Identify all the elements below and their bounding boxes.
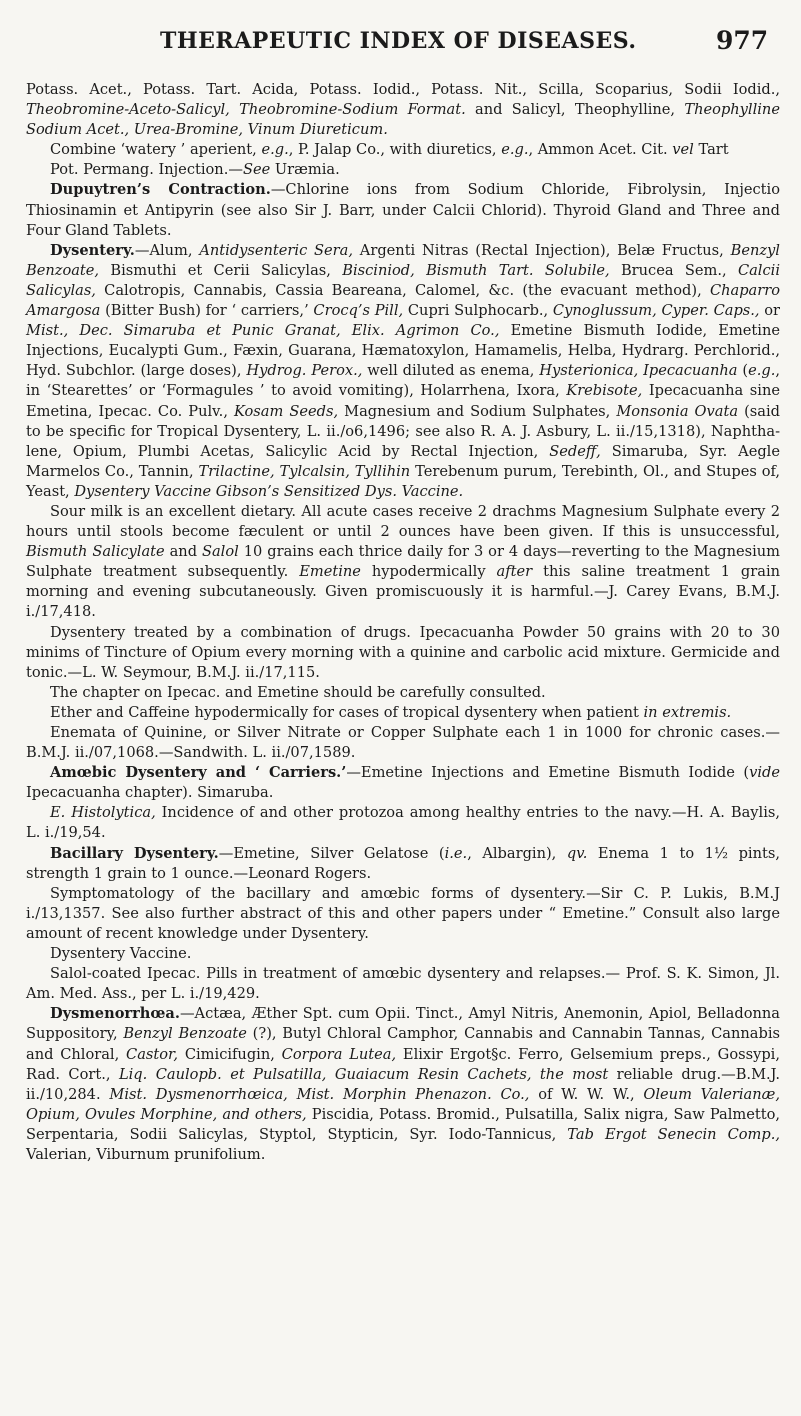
text-run: —Alum, (134, 241, 200, 259)
italic-run: Salol (201, 543, 239, 561)
italic-run: Dysentery Vaccine Gibson’s Sensitized Dys. Vaccine. (74, 482, 464, 500)
italic-run: Monsonia Ovata (616, 402, 739, 420)
paragraph (26, 1004, 780, 1165)
text-run: Dysentery Vaccine. (50, 945, 192, 963)
paragraph (26, 241, 780, 502)
paragraph (26, 80, 780, 140)
text-run: well diluted as enema, (362, 362, 540, 380)
italic-run: See (242, 161, 271, 179)
paragraph (26, 703, 780, 723)
entry-heading: Amœbic Dysentery and ‘ Carriers.’ (50, 764, 347, 782)
italic-run: Calcii Salicylas, (26, 261, 780, 299)
text-run: 10 grains each thrice daily for 3 or 4 days—reverting to the Magnesium Sulphate treatment subsequently. (26, 543, 780, 581)
italic-run: in extremis. (643, 703, 732, 721)
text-run: Tart (693, 141, 729, 159)
text-run: , Ammon Acet. Cit. (528, 141, 673, 159)
text-run: Sour milk is an excellent dietary. All acute cases receive 2 drachms Magnesium Sulphate every 2 hours until stools become fæculent or until 2 ounces have been given. If this is unsuccessful, (26, 502, 780, 541)
text-run: Ether and Caffeine hypodermically for cases of tropical dysentery when patient (50, 703, 644, 721)
italic-run: Trilactine, Tylcalsin, Tyllihin (198, 462, 411, 480)
text-run: Symptomatology of the bacillary and amœbic forms of dysentery.—Sir C. P. Lukis, B.M.J i./13,1357. See also further abstract of this and other papers under “ Emetine.” Consult also large amount of recent knowledge under Dysentery. (26, 884, 780, 942)
running-title: THERAPEUTIC INDEX OF DISEASES. (160, 28, 637, 54)
italic-run: Mist., Dec. Simaruba et Punic Granat, Elix. Agrimon Co., (26, 322, 500, 340)
entry-heading: Bacillary Dysentery. (50, 844, 219, 862)
text-run: , P. Jalap Co., with diuretics, (288, 141, 502, 159)
text-run: of W. W. W., (529, 1085, 644, 1103)
italic-run: i.e. (444, 844, 468, 862)
text-run: Bismuthi et Cerii Salicylas, (99, 261, 343, 279)
text-run: Combine ‘watery ’ aperient, (50, 141, 262, 159)
italic-run: Krebisote, (566, 382, 643, 400)
italic-run: Theobromine-Aceto-Salicyl, Theobromine-Sodium Format. (26, 101, 466, 119)
italic-run: Hydrog. Perox., (246, 362, 363, 380)
paragraph (26, 160, 780, 180)
italic-run: Hysterionica, Ipecacuanha (539, 362, 738, 380)
paragraph (26, 623, 780, 683)
text-run: reliable drug.—B.M.J. ii./10,284. (26, 1065, 781, 1103)
text-run: Salol-coated Ipecac. Pills in treatment of amœbic dysentery and relapses.— Prof. S. K. Simon, Jl. Am. Med. Ass., per L. i./19,429. (26, 965, 780, 1003)
text-run: this saline treatment 1 grain morning and evening subcutaneously. Given promiscuously it is harmful.—J. Carey Evans, B.M.J. i./17,418. (26, 563, 781, 621)
italic-run: Benzyl Benzoate, (26, 241, 780, 279)
text-run: hypodermically (360, 563, 497, 581)
paragraph (26, 964, 780, 1004)
paragraph (26, 803, 780, 843)
italic-run: Tab Ergot Senecin Comp., (567, 1125, 780, 1143)
text-run: Brucea Sem., (609, 261, 738, 279)
text-run: The chapter on Ipecac. and Emetine should be carefully consulted. (50, 683, 546, 701)
text-run: Dysentery treated by a combination of drugs. Ipecacuanha Powder 50 grains with 20 to 30 minims of Tincture of Opium every morning with a quinine and carbolic acid mixture. Germicide and tonic.—L. W. Seymour, B.M.J. ii./17,115. (26, 623, 780, 681)
italic-run: Emetine (299, 563, 361, 581)
text-run: Cimicifugin, (178, 1045, 282, 1063)
text-run: Piscidia, Potass. Bromid., Pulsatilla, Salix nigra, Saw Palmetto, Serpentaria, Sodii Salicylas, Styptol, Stypticin, Syr. Iodo-Tannicus, (26, 1105, 780, 1143)
paragraph (26, 884, 780, 944)
italic-run: Bismuth Salicylate (26, 543, 165, 561)
paragraph (26, 844, 780, 884)
text-run: —Chlorine ions from Sodium Chloride, Fibrolysin, Injectio Thiosinamin et Antipyrin (see also Sir J. Barr, under Calcii Chlorid). Thyroid Gland and Three and Four Gland Tablets. (26, 181, 780, 239)
text-run: Potass. Acet., Potass. Tart. Acida, Potass. Iodid., Potass. Nit., Scilla, Scoparius, Sodii Iodid., (26, 81, 780, 98)
text-run: Emetine Bismuth Iodide, Emetine Injections, Eucalypti Gum., Fæxin, Guarana, Hæmatoxylon, Hamamelis, Helba, Hydrarg. Perchlorid., Hyd. Subchlor. (large doses), (26, 322, 781, 380)
italic-run: Mist. Dysmenorrhœica, Mist. Morphin Phenazon. Co., (109, 1085, 530, 1103)
text-run: Uræmia. (270, 161, 340, 179)
page-number: 977 (716, 26, 769, 55)
italic-run: after (496, 563, 533, 581)
italic-run: Sedeff, (549, 442, 601, 460)
text-run: , in ‘Stearettes’ or ‘Formagules ’ to avoid vomiting), Holarrhena, Ixora, (26, 362, 780, 400)
text-run: Elixir Ergot§c. Ferro, Gelsemium preps., Gossypi, Rad. Cort., (26, 1045, 780, 1083)
paragraph (26, 180, 780, 240)
italic-run: e.g. (501, 141, 529, 159)
italic-run: Castor, (126, 1045, 179, 1063)
text-run: or (759, 302, 781, 320)
text-run: and Salicyl, Theophylline, (465, 101, 685, 119)
text-run: (said to be specific for Tropical Dysentery, L. ii./o6,1496; see also R. A. J. Asbury, L. ii./15,1318), Naphthalene, Opium, Plumbi Acetas, Salicylic Acid by Rectal Injection, (26, 402, 780, 460)
text-run: ( (737, 362, 749, 380)
text-run: Magnesium and Sodium Sulphates, (338, 402, 617, 420)
paragraph (26, 502, 780, 623)
italic-run: Liq. Caulopb. et Pulsatilla, Guaiacum Resin Cachets, the most (118, 1065, 609, 1083)
index-text (26, 80, 780, 1165)
italic-run: vel (672, 141, 694, 159)
italic-run: Bisciniod, Bismuth Tart. Solubile, (342, 261, 610, 279)
entry-heading: Dupuytren’s Contraction. (50, 181, 271, 199)
italic-run: Benzyl Benzoate (123, 1025, 247, 1043)
running-header (0, 20, 801, 62)
italic-run: e.g. (261, 141, 289, 159)
text-run: —Emetine Injections and Emetine Bismuth Iodide ( (346, 764, 750, 782)
paragraph (26, 683, 780, 703)
paragraph (26, 763, 780, 803)
italic-run: Theophylline Sodium Acet., Urea-Bromine, Vinum Diureticum. (26, 101, 780, 139)
entry-heading: Dysmenorrhœa. (50, 1005, 180, 1023)
text-run: Terebenum purum, Terebinth, Ol., and Stupes of, Yeast, (26, 462, 781, 500)
paragraph (26, 140, 780, 160)
italic-run: E. Histolytica, (50, 804, 156, 822)
text-run: Cupri Sulphocarb., (403, 302, 553, 320)
text-run: (?), Butyl Chloral Camphor, Cannabis and Cannabin Tannas, Cannabis and Chloral, (26, 1025, 781, 1063)
italic-run: Corpora Lutea, (281, 1045, 397, 1063)
italic-run: Oleum Valerianæ, Opium, Ovules Morphine, and others, (26, 1085, 780, 1123)
text-run: Ipecacuanha sine Emetina, Ipecac. Co. Pulv., (26, 382, 780, 420)
text-run: Ipecacuanha chapter). Simaruba. (26, 784, 274, 802)
text-run: Simaruba, Syr. Aegle Marmelos Co., Tannin, (26, 442, 780, 480)
text-run: —Actæa, Æther Spt. cum Opii. Tinct., Amyl Nitris, Anemonin, Apiol, Belladonna Suppository, (26, 1005, 780, 1043)
text-run: Calotropis, Cannabis, Cassia Beareana, Calomel, &c. (the evacuant method), (95, 281, 710, 299)
text-run: (Bitter Bush) for ‘ carriers,’ (100, 302, 314, 320)
italic-run: Cynoglussum, Cyper. Caps., (552, 302, 760, 320)
italic-run: qv. (566, 844, 588, 862)
paragraph (26, 944, 780, 964)
text-run: , Albargin), (467, 844, 567, 862)
italic-run: e.g. (748, 362, 776, 380)
text-run: Argenti Nitras (Rectal Injection), Belæ Fructus, (353, 241, 731, 259)
text-run: Valerian, Viburnum prunifolium. (26, 1145, 266, 1163)
italic-run: Crocq’s Pill, (313, 302, 404, 320)
entry-heading: Dysentery. (50, 241, 135, 259)
italic-run: Antidysenteric Sera, (199, 241, 353, 259)
text-run: —Emetine, Silver Gelatose ( (218, 844, 445, 862)
text-run: Enema 1 to 1½ pints, strength 1 grain to 1 ounce.—Leonard Rogers. (26, 844, 780, 882)
text-run: and (164, 543, 202, 561)
paragraph (26, 723, 780, 763)
italic-run: Chaparro Amargosa (26, 281, 780, 320)
italic-run: vide (749, 764, 780, 782)
text-run: Incidence of and other protozoa among healthy entries to the navy.—H. A. Baylis, L. i./19,54. (26, 804, 780, 842)
text-run: Enemata of Quinine, or Silver Nitrate or Copper Sulphate each 1 in 1000 for chronic cases.—B.M.J. ii./07,1068.—Sandwith. L. ii./07,1589. (26, 724, 780, 762)
text-run: Pot. Permang. Injection.— (50, 161, 243, 179)
italic-run: Kosam Seeds, (234, 402, 339, 420)
